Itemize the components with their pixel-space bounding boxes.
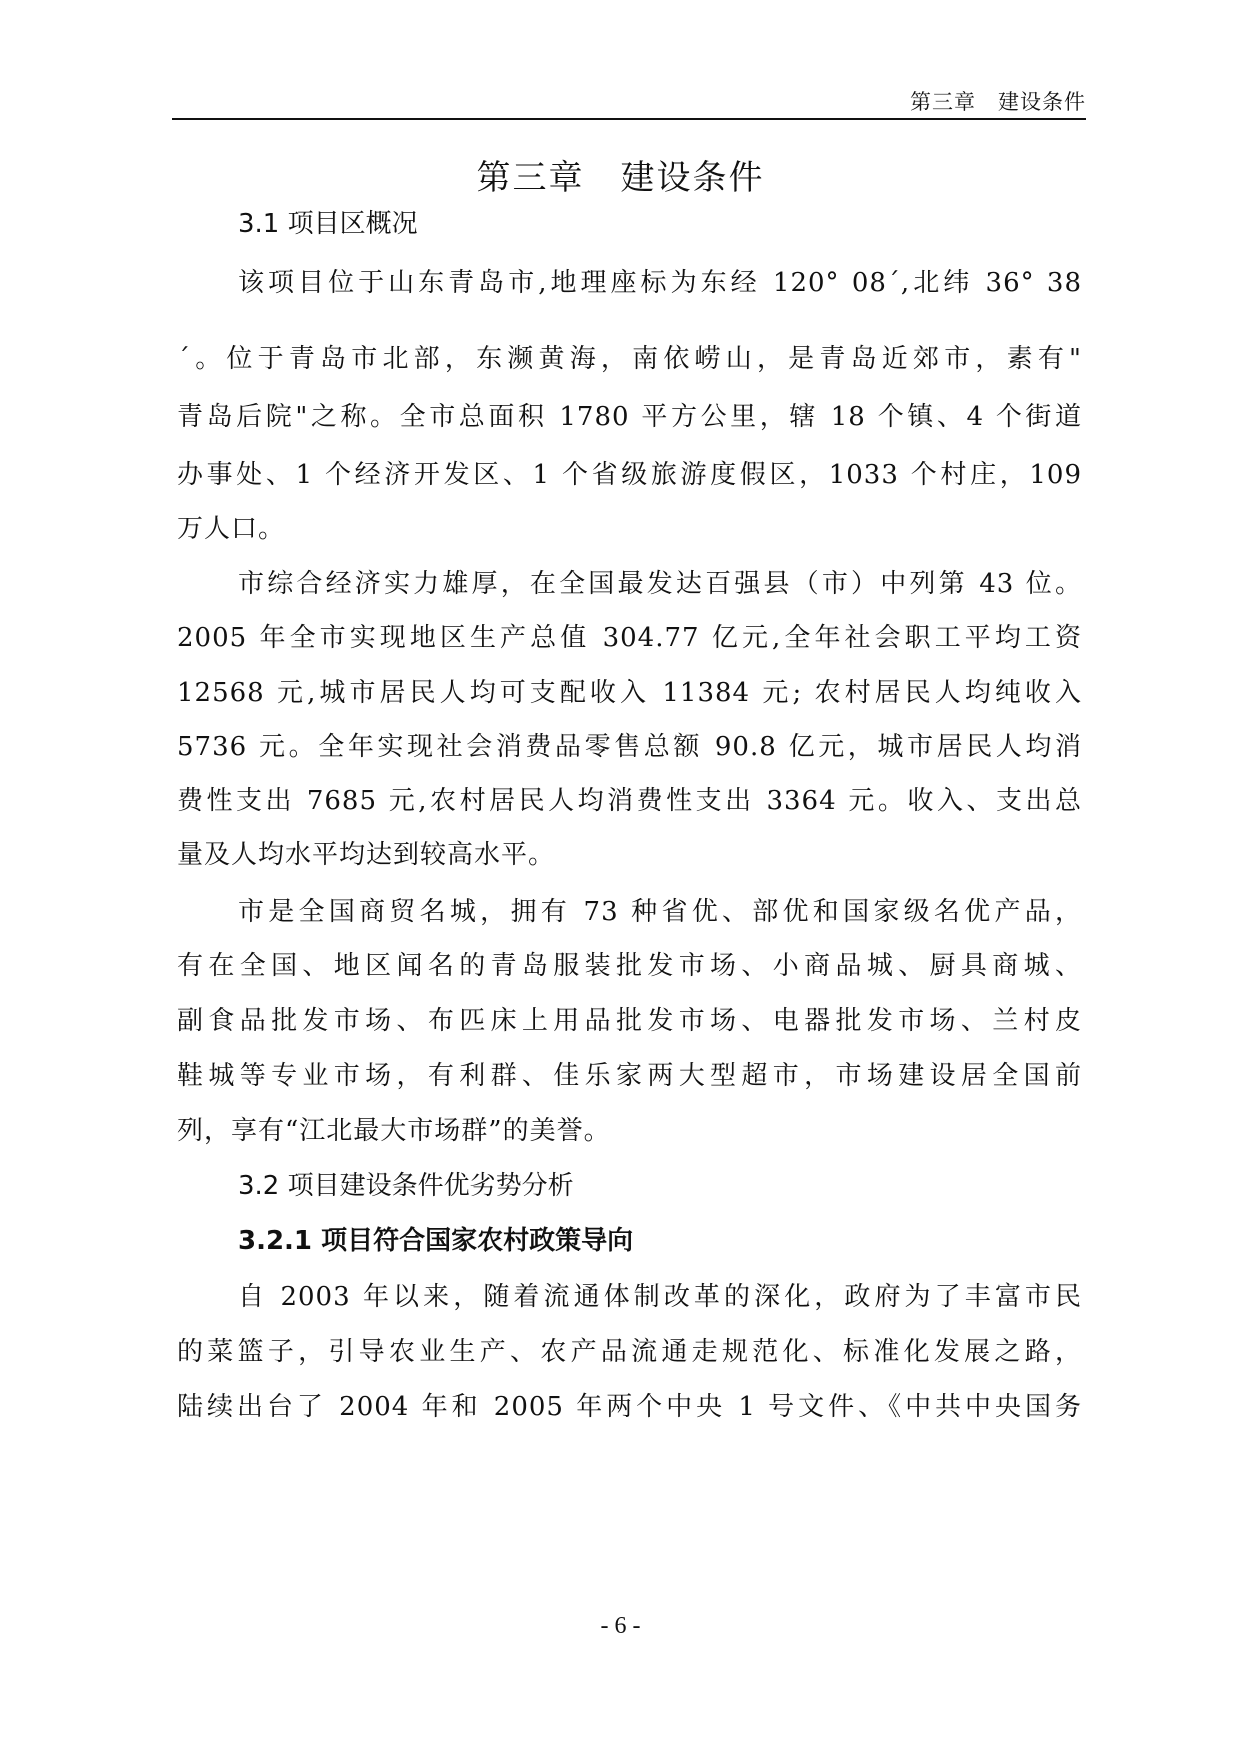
paragraph-line: 自 2003 年以来，随着流通体制改革的深化，政府为了丰富市民 [238, 1282, 1082, 1312]
paragraph-line: ´。位于青岛市北部，东濒黄海，南依崂山，是青岛近郊市，素有" [177, 344, 1082, 374]
paragraph-line: 的菜篮子，引导农业生产、农产品流通走规范化、标准化发展之路， [177, 1337, 1082, 1367]
paragraph-line: 12568 元,城市居民人均可支配收入 11384 元; 农村居民人均纯收入 [177, 678, 1082, 708]
section-heading-3-1: 3.1 项目区概况 [238, 209, 418, 239]
paragraph-line: 副食品批发市场、布匹床上用品批发市场、电器批发市场、兰村皮 [177, 1006, 1082, 1036]
page-number: - 6 - [600, 1613, 641, 1639]
paragraph-line: 办事处、1 个经济开发区、1 个省级旅游度假区，1033 个村庄，109 [177, 460, 1082, 490]
running-header: 第三章 建设条件 [910, 90, 1086, 114]
paragraph-line: 2005 年全市实现地区生产总值 304.77 亿元,全年社会职工平均工资 [177, 623, 1082, 653]
paragraph-line: 万人口。 [177, 514, 286, 544]
paragraph-line: 市综合经济实力雄厚，在全国最发达百强县（市）中列第 43 位。 [238, 569, 1082, 599]
section-heading-3-2: 3.2 项目建设条件优劣势分析 [238, 1171, 574, 1201]
paragraph-line: 费性支出 7685 元,农村居民人均消费性支出 3364 元。收入、支出总 [177, 786, 1082, 816]
paragraph-line: 市是全国商贸名城，拥有 73 种省优、部优和国家级名优产品， [238, 897, 1082, 927]
paragraph-line: 有在全国、地区闻名的青岛服装批发市场、小商品城、厨具商城、 [177, 951, 1082, 981]
paragraph-line: 青岛后院"之称。全市总面积 1780 平方公里，辖 18 个镇、4 个街道 [177, 402, 1082, 432]
paragraph-line: 5736 元。全年实现社会消费品零售总额 90.8 亿元，城市居民人均消 [177, 732, 1082, 762]
paragraph-line: 量及人均水平均达到较高水平。 [177, 840, 556, 870]
subsection-heading-3-2-1: 3.2.1 项目符合国家农村政策导向 [238, 1226, 634, 1256]
paragraph-line: 该项目位于山东青岛市,地理座标为东经 120° 08´,北纬 36° 38 [238, 268, 1082, 298]
paragraph-line: 鞋城等专业市场，有利群、佳乐家两大型超市，市场建设居全国前 [177, 1061, 1082, 1091]
chapter-title: 第三章 建设条件 [476, 158, 765, 198]
header-divider [172, 118, 1086, 120]
paragraph-line: 列，享有“江北最大市场群”的美誉。 [177, 1116, 611, 1146]
paragraph-line: 陆续出台了 2004 年和 2005 年两个中央 1 号文件、《中共中央国务 [177, 1392, 1082, 1422]
